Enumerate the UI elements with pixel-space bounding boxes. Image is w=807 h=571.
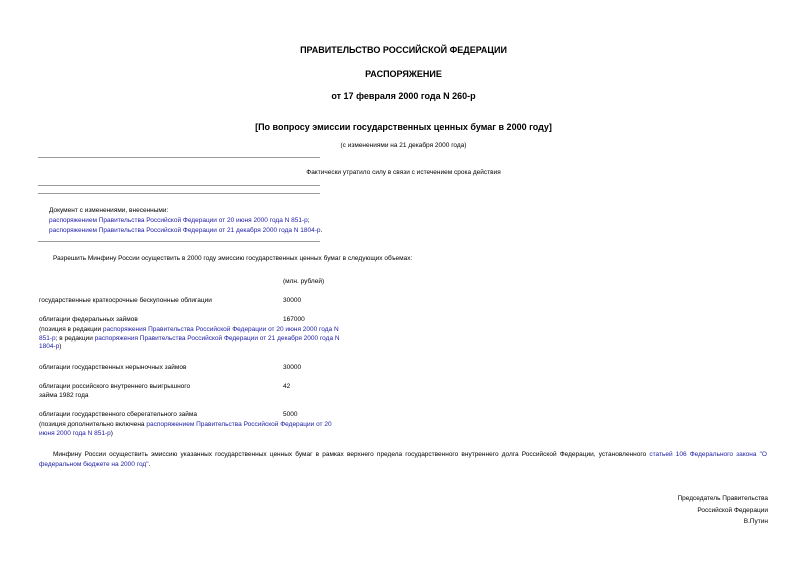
signer-position: Российской Федерации [697,506,768,514]
doc-type: РАСПОРЯЖЕНИЕ [365,69,442,79]
amended-note: (с изменениями на 21 декабря 2000 года) [340,142,467,149]
divider [38,241,320,242]
position-note-ogsz: (позиция дополнительно включена распоряжением Правительства Российской Федерации от 20 июня 2000 года N 851-р) [39,421,332,437]
table-row-label: облигации федеральных займов [39,316,138,323]
divider [38,193,320,194]
changes-block [49,206,322,236]
table-row-value: 42 [283,383,291,390]
table-row-value: 30000 [283,297,302,304]
amendment-link-851[interactable]: распоряжения Правительства Российской Федерации от 20 июня 2000 года N 851-р [39,326,339,342]
date-number: от 17 февраля 2000 года N 260-р [331,91,476,101]
row-label-line: займа 1982 года [39,391,89,399]
org-title: ПРАВИТЕЛЬСТВО РОССИЙСКОЙ ФЕДЕРАЦИИ [300,45,507,55]
table-row-label: облигации государственных нерыночных займов [39,364,187,371]
table-row-value: 5000 [283,411,298,418]
divider [38,157,320,158]
table-row-value: 167000 [283,316,305,323]
unit-label: (млн. рублей) [283,278,325,285]
amendment-link-851[interactable]: распоряжением Правительства Российской Федерации от 20 июня 2000 года N 851-р [39,421,332,437]
body-intro: Разрешить Минфину России осуществить в 2000 году эмиссию государственных ценных бумаг в следующих объемах: [53,255,413,262]
divider [38,185,320,186]
separator: . [320,227,323,234]
separator: ; [307,217,310,224]
amendment-link-851[interactable]: распоряжением Правительства Российской Федерации от 20 июня 2000 года N 851-р [49,217,308,224]
table-row-label [39,383,344,400]
table-row-value: 30000 [283,364,302,371]
signature-block [677,493,768,528]
table-row-label: государственные краткосрочные бескупонные облигации [39,297,212,304]
amendment-link-1804[interactable]: распоряжением Правительства Российской Федерации от 21 декабря 2000 года N 1804-р [49,227,321,234]
final-paragraph: Минфину России осуществить эмиссию указанных государственных ценных бумаг в рамках верхнего предела государственного внутреннего долга Российской Федерации, установленного статьей 106 Федерального закона "О федеральном бюджете на 2000 год". [39,451,767,468]
position-note-ofz: (позиция в редакции распоряжения Правительства Российской Федерации от 20 июня 2000 года N 851-р; в редакции распоряжения Правительства Российской Федерации от 21 декабря 2000 года N 1804-р) [39,326,340,350]
row-label-line: облигации российского внутреннего выигрышного [39,383,191,390]
changes-line1 [49,216,322,226]
signer-position: Председатель Правительства [677,495,768,502]
amendment-link-1804[interactable]: распоряжения Правительства Российской Федерации от 21 декабря 2000 года N 1804-р [39,334,340,350]
table-row-label: облигации государственного сберегательного займа [39,411,198,418]
signer-name: В.Путин [743,518,768,525]
status-note: Фактически утратило силу в связи с истечением срока действия [306,169,501,176]
changes-line2 [49,226,322,236]
law-link-article-106[interactable]: статьей 106 Федерального закона "О федеральном бюджете на 2000 год" [39,451,767,468]
changes-intro: Документ с изменениями, внесенными: [49,207,169,214]
subject-title: [По вопросу эмиссии государственных ценных бумаг в 2000 году] [255,122,552,132]
